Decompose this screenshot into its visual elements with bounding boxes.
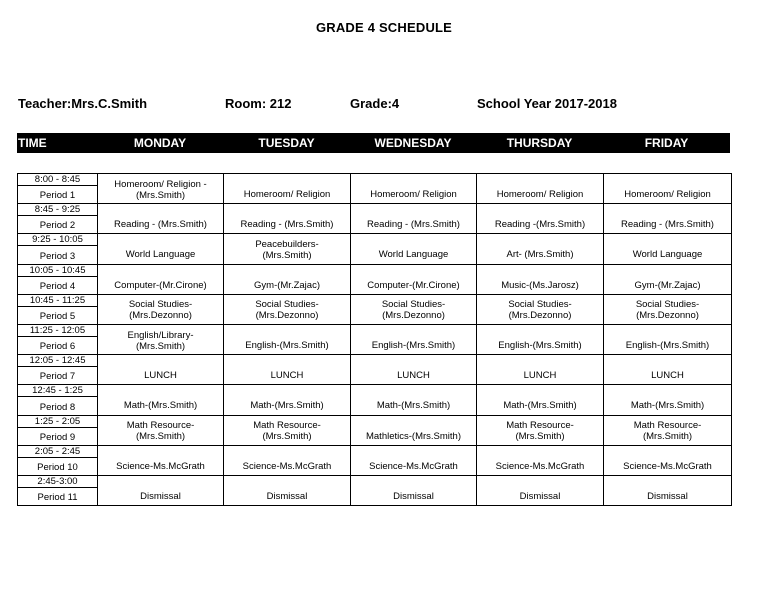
activity-text: English/Library- (Mrs.Smith) xyxy=(127,329,194,352)
period-label: Period 8 xyxy=(39,401,76,413)
schedule-cell xyxy=(604,294,732,324)
schedule-cell xyxy=(604,355,732,385)
time-cell xyxy=(18,234,98,264)
activity-text: Science-Ms.McGrath xyxy=(495,460,585,472)
room-label: Room: 212 xyxy=(225,96,292,111)
schedule-cell xyxy=(351,385,477,415)
schedule-cell xyxy=(224,294,351,324)
schedule-cell xyxy=(98,445,224,475)
time-range: 10:05 - 10:45 xyxy=(18,265,97,277)
activity-text: Science-Ms.McGrath xyxy=(242,460,332,472)
schedule-cell xyxy=(604,445,732,475)
schedule-cell xyxy=(477,324,604,354)
time-range: 11:25 - 12:05 xyxy=(18,325,97,337)
schedule-body xyxy=(18,174,732,506)
activity-text: World Language xyxy=(125,249,196,261)
activity-text: Computer-(Mr.Cirone) xyxy=(367,279,460,291)
activity-text: English-(Mrs.Smith) xyxy=(625,340,710,352)
time-cell xyxy=(18,385,98,415)
time-cell xyxy=(18,264,98,294)
header-friday: FRIDAY xyxy=(644,136,689,150)
time-cell xyxy=(18,204,98,234)
schedule-cell xyxy=(477,385,604,415)
activity-text: Math-(Mrs.Smith) xyxy=(503,400,577,412)
time-range: 8:45 - 9:25 xyxy=(18,204,97,216)
period-label: Period 6 xyxy=(39,341,76,353)
schedule-cell xyxy=(98,234,224,264)
header-wednesday: WEDNESDAY xyxy=(374,136,452,150)
activity-text: Social Studies- (Mrs.Dezonno) xyxy=(381,299,446,322)
schedule-cell xyxy=(98,324,224,354)
time-range: 1:25 - 2:05 xyxy=(18,416,97,428)
activity-text: Dismissal xyxy=(647,490,688,502)
activity-text: Homeroom/ Religion xyxy=(370,189,457,201)
schedule-cell xyxy=(224,264,351,294)
activity-text: Mathletics-(Mrs.Smith) xyxy=(365,430,461,442)
activity-text: LUNCH xyxy=(523,370,557,382)
period-label: Period 10 xyxy=(37,461,78,473)
schedule-table xyxy=(17,173,732,506)
schedule-cell xyxy=(224,415,351,445)
header-monday: MONDAY xyxy=(133,136,187,150)
grade-label: Grade:4 xyxy=(350,96,400,111)
activity-text: Dismissal xyxy=(140,490,181,502)
schedule-cell xyxy=(604,234,732,264)
activity-text: Peacebuilders- (Mrs.Smith) xyxy=(255,238,319,261)
schedule-cell xyxy=(604,264,732,294)
schedule-cell xyxy=(604,174,732,204)
schedule-cell xyxy=(351,445,477,475)
schedule-cell xyxy=(351,264,477,294)
schedule-cell xyxy=(604,475,732,505)
activity-text: Art- (Mrs.Smith) xyxy=(506,249,574,261)
activity-text: Reading - (Mrs.Smith) xyxy=(240,219,334,231)
schedule-cell xyxy=(98,174,224,204)
table-row xyxy=(18,445,732,475)
time-range: 2:05 - 2:45 xyxy=(18,446,97,458)
activity-text: LUNCH xyxy=(651,370,684,382)
activity-text: LUNCH xyxy=(144,370,177,382)
activity-text: Reading - (Mrs.Smith) xyxy=(621,219,714,231)
period-label: Period 3 xyxy=(39,250,76,262)
schedule-cell xyxy=(98,264,224,294)
table-row xyxy=(18,264,732,294)
schedule-cell xyxy=(477,445,604,475)
table-row xyxy=(18,294,732,324)
activity-text: Science-Ms.McGrath xyxy=(623,460,712,472)
schedule-cell xyxy=(224,204,351,234)
activity-text: Science-Ms.McGrath xyxy=(369,460,458,472)
activity-text: Homeroom/ Religion - (Mrs.Smith) xyxy=(114,178,207,201)
activity-text: Math Resource- (Mrs.Smith) xyxy=(126,420,195,443)
schedule-header-bar xyxy=(17,133,730,153)
activity-text: Social Studies- (Mrs.Dezonno) xyxy=(128,299,193,322)
schedule-cell xyxy=(224,445,351,475)
schedule-cell xyxy=(351,234,477,264)
activity-text: Social Studies- (Mrs.Dezonno) xyxy=(255,299,319,322)
schedule-cell xyxy=(98,385,224,415)
period-label: Period 7 xyxy=(39,371,76,383)
schedule-cell xyxy=(224,355,351,385)
time-range: 12:45 - 1:25 xyxy=(18,385,97,397)
time-cell xyxy=(18,355,98,385)
time-range: 10:45 - 11:25 xyxy=(18,295,97,307)
activity-text: English-(Mrs.Smith) xyxy=(498,340,582,352)
activity-text: Math-(Mrs.Smith) xyxy=(250,400,324,412)
activity-text: Homeroom/ Religion xyxy=(243,189,331,201)
schedule-cell xyxy=(477,264,604,294)
activity-text: Math Resource- (Mrs.Smith) xyxy=(633,420,702,443)
schedule-cell xyxy=(477,204,604,234)
schedule-cell xyxy=(98,475,224,505)
time-cell xyxy=(18,174,98,204)
activity-text: Computer-(Mr.Cirone) xyxy=(114,279,207,291)
schedule-cell xyxy=(351,174,477,204)
header-thursday: THURSDAY xyxy=(506,136,573,150)
table-row xyxy=(18,204,732,234)
activity-text: Gym-(Mr.Zajac) xyxy=(254,279,320,291)
period-label: Period 2 xyxy=(39,220,76,232)
schedule-cell xyxy=(604,385,732,415)
time-range: 12:05 - 12:45 xyxy=(18,355,97,367)
activity-text: Social Studies- (Mrs.Dezonno) xyxy=(508,299,572,322)
activity-text: Math Resource- (Mrs.Smith) xyxy=(253,420,321,443)
schedule-cell xyxy=(98,204,224,234)
schedule-cell xyxy=(351,475,477,505)
activity-text: English-(Mrs.Smith) xyxy=(371,340,456,352)
table-row xyxy=(18,174,732,204)
schedule-cell xyxy=(604,204,732,234)
schedule-cell xyxy=(477,475,604,505)
table-row xyxy=(18,324,732,354)
schedule-cell xyxy=(224,234,351,264)
activity-text: Reading - (Mrs.Smith) xyxy=(114,219,207,231)
time-cell xyxy=(18,445,98,475)
schedule-cell xyxy=(351,355,477,385)
activity-text: Homeroom/ Religion xyxy=(496,189,584,201)
schedule-cell xyxy=(351,204,477,234)
time-cell xyxy=(18,294,98,324)
document-title: GRADE 4 SCHEDULE xyxy=(315,20,453,35)
schedule-cell xyxy=(98,355,224,385)
schedule-cell xyxy=(224,475,351,505)
table-row xyxy=(18,475,732,505)
time-cell xyxy=(18,324,98,354)
activity-text: Dismissal xyxy=(519,490,561,502)
schedule-cell xyxy=(477,415,604,445)
activity-text: Reading - (Mrs.Smith) xyxy=(367,219,460,231)
schedule-cell xyxy=(98,294,224,324)
activity-text: LUNCH xyxy=(270,370,304,382)
schedule-cell xyxy=(224,385,351,415)
period-label: Period 11 xyxy=(37,492,78,504)
schedule-cell xyxy=(224,324,351,354)
activity-text: World Language xyxy=(632,249,703,261)
activity-text: Math Resource- (Mrs.Smith) xyxy=(506,420,574,443)
activity-text: Homeroom/ Religion xyxy=(624,189,711,201)
table-row xyxy=(18,385,732,415)
time-cell xyxy=(18,415,98,445)
activity-text: Social Studies- (Mrs.Dezonno) xyxy=(635,299,700,322)
activity-text: Dismissal xyxy=(266,490,308,502)
schedule-cell xyxy=(98,415,224,445)
table-row xyxy=(18,355,732,385)
period-label: Period 5 xyxy=(39,310,76,322)
period-label: Period 4 xyxy=(39,280,76,292)
schedule-cell xyxy=(224,174,351,204)
school-year-label: School Year 2017-2018 xyxy=(477,96,617,111)
header-tuesday: TUESDAY xyxy=(258,136,315,150)
header-time: TIME xyxy=(18,136,47,150)
activity-text: LUNCH xyxy=(397,370,430,382)
activity-text: English-(Mrs.Smith) xyxy=(245,340,329,352)
activity-text: World Language xyxy=(378,249,449,261)
time-range: 8:00 - 8:45 xyxy=(18,174,97,186)
activity-text: Gym-(Mr.Zajac) xyxy=(634,279,701,291)
schedule-cell xyxy=(477,234,604,264)
schedule-cell xyxy=(351,415,477,445)
activity-text: Dismissal xyxy=(393,490,434,502)
schedule-cell xyxy=(604,324,732,354)
schedule-cell xyxy=(477,294,604,324)
schedule-cell xyxy=(351,294,477,324)
activity-text: Science-Ms.McGrath xyxy=(116,460,205,472)
table-row xyxy=(18,415,732,445)
activity-text: Math-(Mrs.Smith) xyxy=(123,400,198,412)
activity-text: Reading -(Mrs.Smith) xyxy=(494,219,586,231)
activity-text: Math-(Mrs.Smith) xyxy=(630,400,705,412)
schedule-cell xyxy=(477,174,604,204)
time-range: 2:45-3:00 xyxy=(18,476,97,488)
time-cell xyxy=(18,475,98,505)
teacher-label: Teacher:Mrs.C.Smith xyxy=(18,96,148,111)
period-label: Period 1 xyxy=(39,190,76,202)
schedule-cell xyxy=(477,355,604,385)
activity-text: Math-(Mrs.Smith) xyxy=(376,400,451,412)
time-range: 9:25 - 10:05 xyxy=(18,234,97,246)
schedule-cell xyxy=(604,415,732,445)
period-label: Period 9 xyxy=(39,431,76,443)
schedule-cell xyxy=(351,324,477,354)
table-row xyxy=(18,234,732,264)
activity-text: Music-(Ms.Jarosz) xyxy=(501,279,579,291)
